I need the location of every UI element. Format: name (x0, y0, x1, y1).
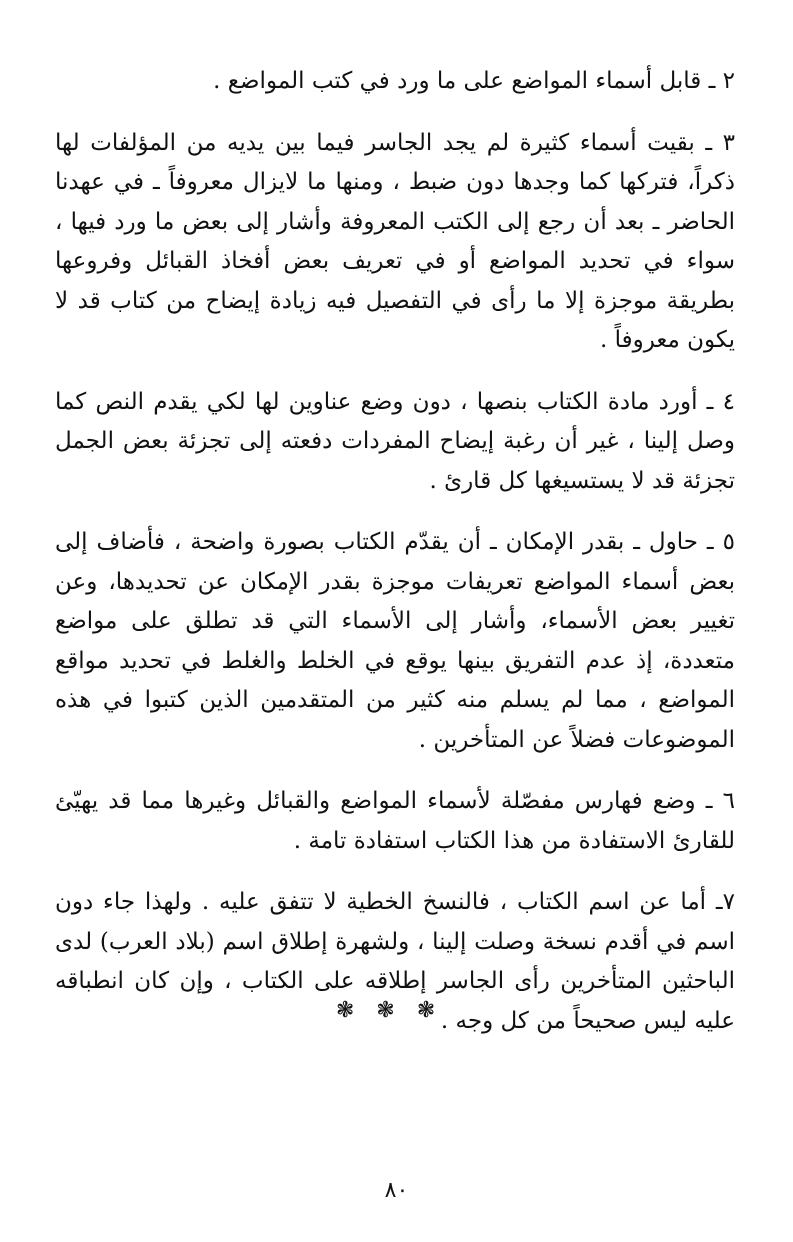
page-body (55, 62, 735, 1063)
section-divider-ornament: ❃❃❃ (335, 998, 458, 1023)
paragraph-item-7: ٧ـ أما عن اسم الكتاب ، فالنسخ الخطية لا تتفق عليه . ولهذا جاء دون اسم في أقدم نسخة وصلت إلينا ، ولشهرة إطلاق اسم (بلاد العرب) لدى الباحثين المتأخرين رأى الجاسر إطلاقه على الكتاب ، وإن كان انطباقه عليه ليس صحيحاً من كل وجه . (55, 889, 735, 1034)
paragraph-item-4: ٤ ـ أورد مادة الكتاب بنصها ، دون وضع عناوين لها لكي يقدم النص كما وصل إلينا ، غير أن رغبة إيضاح المفردات دفعته إلى تجزئة بعض الجمل تجزئة قد لا يستسيغها كل قارئ . (55, 388, 735, 494)
paragraph-item-3: ٣ ـ بقيت أسماء كثيرة لم يجد الجاسر فيما بين يديه من المؤلفات لها ذكراً، فتركها كما وجدها دون ضبط ، ومنها ما لايزال معروفاً ـ في عهدنا الحاضر ـ بعد أن رجع إلى الكتب المعروفة وأشار إلى بعض ما ورد فيها ، سواء في تحديد المواضع أو في تعريف بعض أفخاذ القبائل وفروعها بطريقة موجزة إلا ما رأى في التفصيل فيه زيادة إيضاح من كتاب قد لا يكون معروفاً . (55, 129, 735, 353)
paragraph-item-6: ٦ ـ وضع فهارس مفصّلة لأسماء المواضع والقبائل وغيرها مما قد يهيّئ للقارئ الاستفادة من هذا الكتاب استفادة تامة . (55, 788, 735, 854)
paragraph-item-5: ٥ ـ حاول ـ بقدر الإمكان ـ أن يقدّم الكتاب بصورة واضحة ، فأضاف إلى بعض أسماء المواضع تعريفات موجزة بقدر الإمكان عن تحديدها، وعن تغيير بعض الأسماء، وأشار إلى الأسماء التي قد تطلق على مواضع متعددة، إذ عدم التفريق بينها يوقع في الخلط والغلط في تحديد مواقع المواضع ، مما لم يسلم منه كثير من المتقدمين الذين كتبوا في هذه الموضوعات فضلاً عن المتأخرين . (55, 529, 735, 753)
page-number: ٨٠ (384, 1178, 409, 1203)
paragraph-item-2: ٢ ـ قابل أسماء المواضع على ما ورد في كتب المواضع . (213, 68, 735, 94)
